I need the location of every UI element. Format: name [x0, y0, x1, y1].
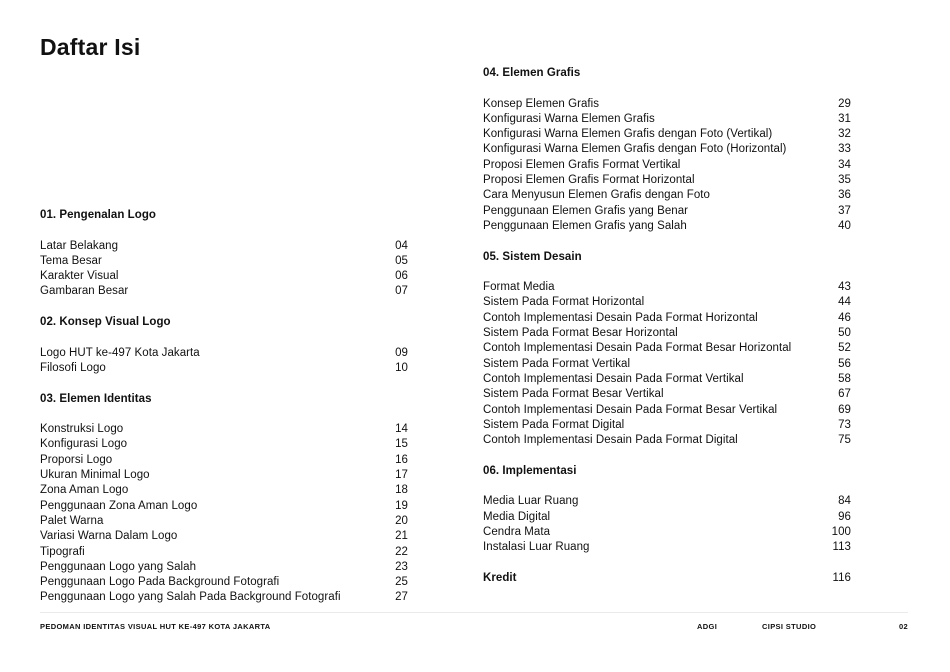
toc-section	[483, 250, 851, 449]
toc-entry-label: Contoh Implementasi Desain Pada Format Horizontal	[483, 311, 758, 324]
toc-entry-label: Sistem Pada Format Besar Horizontal	[483, 327, 678, 340]
toc-entry-page-number: 113	[832, 541, 851, 554]
toc-entry-label: Penggunaan Logo yang Salah Pada Background Fotografi	[40, 591, 341, 604]
toc-entry	[483, 112, 851, 127]
toc-section	[483, 571, 851, 586]
toc-entry-page-number: 75	[838, 434, 851, 447]
toc-entry-page-number: 84	[838, 495, 851, 508]
toc-section-heading-label: 06. Implementasi	[483, 464, 577, 477]
toc-section-heading	[483, 464, 851, 479]
toc-entry	[483, 326, 851, 341]
toc-entry-page-number: 52	[838, 342, 851, 355]
toc-section	[483, 66, 851, 234]
toc-entry-page-number: 73	[838, 418, 851, 431]
toc-entry	[483, 311, 851, 326]
toc-entry-page-number: 27	[395, 591, 408, 604]
toc-section-heading-label: 03. Elemen Identitas	[40, 392, 152, 405]
toc-entry-label: Cara Menyusun Elemen Grafis dengan Foto	[483, 189, 710, 202]
toc-entry-label: Konstruksi Logo	[40, 423, 124, 436]
toc-entry-page-number: 33	[838, 143, 851, 156]
toc-entry-page-number: 25	[395, 576, 408, 589]
toc-entry	[483, 433, 851, 448]
toc-entry	[40, 483, 408, 498]
toc-entry	[483, 418, 851, 433]
toc-entry-label: Contoh Implementasi Desain Pada Format Vertikal	[483, 372, 744, 385]
toc-entry	[483, 280, 851, 295]
toc-entry-label: Konfigurasi Warna Elemen Grafis dengan Foto (Vertikal)	[483, 128, 773, 141]
toc-entry-page-number: 36	[838, 189, 851, 202]
toc-entry-page-number: 37	[838, 204, 851, 217]
toc-column-right	[483, 66, 851, 601]
toc-entry-page-number: 44	[838, 296, 851, 309]
toc-entry	[40, 453, 408, 468]
toc-entry-label: Penggunaan Zona Aman Logo	[40, 499, 198, 512]
toc-entry-page-number: 16	[395, 453, 408, 466]
toc-entry-page-number: 10	[395, 361, 408, 374]
toc-entry-page-number: 04	[395, 239, 408, 252]
toc-entry-page-number: 22	[395, 545, 408, 558]
toc-entry	[483, 525, 851, 540]
toc-entry-page-number: 19	[395, 499, 408, 512]
toc-entry	[40, 254, 408, 269]
footer-studio: CIPSI STUDIO	[762, 622, 817, 631]
toc-entry-label: Konfigurasi Logo	[40, 438, 128, 451]
toc-entry-label: Ukuran Minimal Logo	[40, 469, 150, 482]
toc-entry	[483, 127, 851, 142]
toc-entry-page-number: 21	[395, 530, 408, 543]
toc-entry-page-number: 43	[838, 281, 851, 294]
toc-entry-label: Variasi Warna Dalam Logo	[40, 530, 178, 543]
toc-entry-label: Proposi Elemen Grafis Format Horizontal	[483, 174, 695, 187]
toc-entry	[483, 387, 851, 402]
toc-section-heading-label: 04. Elemen Grafis	[483, 67, 581, 79]
toc-entry	[483, 219, 851, 234]
toc-entry-label: Logo HUT ke-497 Kota Jakarta	[40, 346, 200, 359]
toc-entry-label: Cendra Mata	[483, 525, 551, 538]
toc-entry-page-number: 14	[395, 423, 408, 436]
toc-entry-label: Palet Warna	[40, 514, 104, 527]
toc-entry	[483, 158, 851, 173]
toc-entry-page-number: 17	[395, 469, 408, 482]
toc-entry	[483, 204, 851, 219]
footer-page-number: 02	[898, 622, 908, 631]
toc-entry	[40, 269, 408, 284]
toc-entry-label: Media Digital	[483, 510, 551, 523]
toc-entry-page-number: 100	[831, 525, 851, 538]
toc-entry-label: Format Media	[483, 281, 555, 294]
toc-entry	[40, 346, 408, 361]
toc-entry-page-number: 09	[395, 346, 408, 359]
toc-section-heading	[40, 392, 408, 407]
toc-entry-page-number: 96	[838, 510, 851, 523]
toc-entry-page-number: 40	[838, 219, 851, 232]
toc-entry-label: Penggunaan Elemen Grafis yang Salah	[483, 219, 687, 232]
toc-section-heading	[483, 250, 851, 265]
toc-entry-label: Penggunaan Logo Pada Background Fotografi	[40, 576, 280, 589]
toc-column-left	[40, 208, 408, 621]
page-title: Daftar Isi	[40, 34, 141, 60]
toc-entry	[40, 239, 408, 254]
toc-entry	[40, 514, 408, 529]
footer-association: ADGI	[697, 622, 718, 631]
toc-entry	[483, 494, 851, 509]
toc-entry-page-number: 34	[838, 158, 851, 171]
toc-entry-label: Karakter Visual	[40, 270, 119, 283]
toc-entry-page-number: 46	[838, 311, 851, 324]
toc-entry-label: Sistem Pada Format Besar Vertikal	[483, 388, 664, 401]
toc-entry-page-number: 20	[395, 514, 408, 527]
toc-entry-page-number: 69	[838, 403, 851, 416]
toc-entry-label: Contoh Implementasi Desain Pada Format Besar Horizontal	[483, 342, 792, 355]
toc-entry-page-number: 31	[838, 112, 851, 125]
toc-entry	[483, 357, 851, 372]
toc-entry-page-number: 32	[838, 128, 851, 141]
toc-section	[40, 208, 408, 300]
toc-entry-label: Media Luar Ruang	[483, 495, 579, 508]
toc-section-heading	[483, 571, 851, 586]
toc-section	[40, 315, 408, 376]
toc-entry	[483, 173, 851, 188]
toc-entry	[40, 361, 408, 376]
toc-section-heading	[40, 208, 408, 223]
toc-entry-page-number: 15	[395, 438, 408, 451]
toc-entry-label: Konsep Elemen Grafis	[483, 97, 600, 110]
toc-entry-label: Contoh Implementasi Desain Pada Format Digital	[483, 434, 738, 447]
toc-entry-label: Filosofi Logo	[40, 361, 106, 374]
footer-document-title: PEDOMAN IDENTITAS VISUAL HUT KE-497 KOTA JAKARTA	[40, 622, 271, 631]
toc-entry-label: Sistem Pada Format Horizontal	[483, 296, 645, 309]
toc-entry	[40, 529, 408, 544]
toc-entry	[40, 499, 408, 514]
toc-entry-label: Penggunaan Elemen Grafis yang Benar	[483, 204, 689, 217]
toc-entry	[40, 437, 408, 452]
toc-section-heading-page: 116	[832, 571, 851, 584]
toc-entry-label: Instalasi Luar Ruang	[483, 541, 590, 554]
toc-entry-label: Tipografi	[40, 545, 85, 558]
toc-section-heading-label: 01. Pengenalan Logo	[40, 209, 156, 221]
toc-entry-label: Konfigurasi Warna Elemen Grafis dengan Foto (Horizontal)	[483, 143, 787, 156]
toc-entry-page-number: 29	[838, 97, 851, 110]
toc-entry-page-number: 05	[395, 254, 408, 267]
toc-entry-label: Gambaran Besar	[40, 285, 129, 298]
toc-section	[483, 464, 851, 556]
toc-entry-label: Tema Besar	[40, 254, 102, 267]
toc-entry	[40, 560, 408, 575]
toc-entry-page-number: 35	[838, 174, 851, 187]
toc-entry-page-number: 23	[395, 560, 408, 573]
toc-entry	[40, 284, 408, 299]
toc-entry-page-number: 56	[838, 357, 851, 370]
footer-divider	[40, 612, 908, 613]
toc-entry	[483, 97, 851, 112]
toc-entry	[483, 341, 851, 356]
toc-section	[40, 392, 408, 606]
toc-entry	[483, 142, 851, 157]
toc-entry-page-number: 18	[395, 484, 408, 497]
toc-section-heading-label: 02. Konsep Visual Logo	[40, 316, 171, 329]
toc-entry-page-number: 06	[395, 270, 408, 283]
toc-entry	[40, 545, 408, 560]
toc-entry-label: Zona Aman Logo	[40, 484, 129, 497]
toc-entry-page-number: 07	[395, 285, 408, 298]
toc-entry	[40, 590, 408, 605]
toc-entry-label: Konfigurasi Warna Elemen Grafis	[483, 112, 655, 125]
toc-entry-label: Proporsi Logo	[40, 453, 113, 466]
toc-entry-label: Latar Belakang	[40, 239, 119, 252]
toc-entry	[483, 540, 851, 555]
toc-section-heading	[40, 315, 408, 330]
toc-entry-page-number: 58	[838, 372, 851, 385]
toc-section-heading	[483, 66, 851, 81]
toc-entry-label: Penggunaan Logo yang Salah	[40, 560, 197, 573]
toc-entry	[483, 372, 851, 387]
toc-entry	[483, 295, 851, 310]
toc-section-heading-label: 05. Sistem Desain	[483, 250, 582, 263]
toc-entry	[40, 575, 408, 590]
toc-entry	[483, 403, 851, 418]
footer	[0, 620, 950, 634]
toc-entry	[483, 510, 851, 525]
toc-entry-label: Contoh Implementasi Desain Pada Format Besar Vertikal	[483, 403, 778, 416]
toc-entry	[483, 188, 851, 203]
toc-entry-label: Sistem Pada Format Vertikal	[483, 357, 631, 370]
toc-entry	[40, 468, 408, 483]
toc-section-heading-label: Kredit	[483, 571, 517, 584]
toc-entry-label: Proposi Elemen Grafis Format Vertikal	[483, 158, 681, 171]
toc-entry-label: Sistem Pada Format Digital	[483, 418, 625, 431]
toc-entry-page-number: 50	[838, 327, 851, 340]
toc-entry-page-number: 67	[838, 388, 851, 401]
toc-entry	[40, 422, 408, 437]
